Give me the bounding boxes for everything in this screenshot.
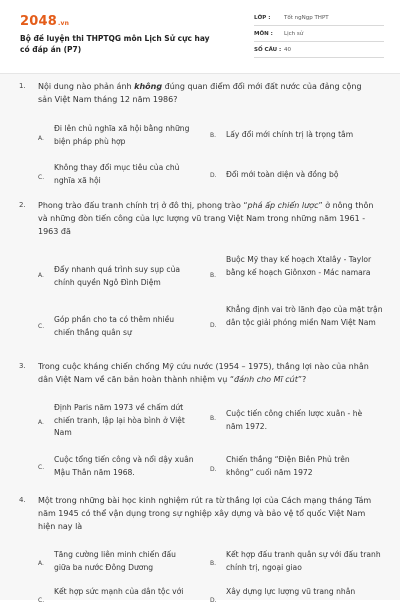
- site-logo[interactable]: [20, 14, 69, 29]
- meta-row-class: [254, 10, 384, 26]
- option-letter: D.: [210, 322, 217, 329]
- logo-main-text: 2048: [20, 14, 57, 29]
- option-d[interactable]: [210, 586, 385, 606]
- logo-suffix-text: .vn: [57, 20, 70, 27]
- option-a[interactable]: [38, 123, 198, 153]
- option-letter: B.: [210, 272, 217, 279]
- option-letter: A.: [38, 419, 44, 426]
- option-b[interactable]: [210, 254, 385, 299]
- option-text: Đẩy nhanh quá trình suy sụp của chính quyền Ngô Đình Diệm: [54, 265, 181, 287]
- document-meta: [254, 10, 384, 58]
- option-a[interactable]: [38, 259, 198, 299]
- meta-label: MÔN :: [254, 30, 273, 37]
- option-a[interactable]: [38, 549, 198, 579]
- option-letter: B.: [210, 560, 217, 567]
- option-c[interactable]: [38, 586, 198, 606]
- question-text-part: ” ở nông thôn và những đòn tiến công của lực lượng vũ trang Việt Nam trong những năm 1961 - 1963 đã: [38, 201, 374, 236]
- option-c[interactable]: [38, 309, 198, 349]
- option-letter: C.: [38, 597, 45, 604]
- option-letter: D.: [210, 172, 217, 179]
- question-number: 3.: [19, 362, 26, 370]
- question-number: 2.: [19, 201, 26, 209]
- option-text: Chiến thắng “Điện Biên Phủ trên không” cuối năm 1972: [226, 455, 350, 477]
- option-text: Khẳng định vai trò lãnh đạo của mặt trận dân tộc giải phóng miền Nam Việt Nam: [226, 305, 383, 327]
- question-text-part: đúng quan điểm đổi mới đất nước của đảng cộng sản Việt Nam tháng 12 năm 1986?: [38, 82, 362, 104]
- question-text-part: Trong cuộc kháng chiến chống Mỹ cứu nước (1954 – 1975), thắng lợi nào của nhân dân Việt Nam về căn bản hoàn thành nhiệm vụ “: [38, 362, 369, 384]
- option-text: Đổi mới toàn diện và đồng bộ: [226, 170, 339, 179]
- option-text: Cuộc tiến công chiến lược xuân - hè năm 1972.: [226, 409, 363, 431]
- option-b[interactable]: [210, 123, 385, 153]
- meta-row-question-count: [254, 42, 384, 58]
- question-text-italic: đánh cho Mĩ cút: [234, 375, 298, 384]
- option-d[interactable]: [210, 304, 385, 349]
- question-text: [38, 80, 378, 106]
- option-text: Buộc Mỹ thay kế hoạch Xtalây - Taylor bằng kế hoạch Giônxơn - Mác namara: [226, 255, 372, 277]
- option-letter: A.: [38, 560, 44, 567]
- option-d[interactable]: [210, 452, 385, 487]
- option-text: Định Paris năm 1973 về chấm dứt chiến tranh, lập lại hòa bình ở Việt Nam: [54, 403, 185, 437]
- question-number: 1.: [19, 82, 26, 90]
- option-b[interactable]: [210, 405, 385, 440]
- question-text: Một trong những bài học kinh nghiệm rút ra từ thắng lợi của Cách mạng tháng Tám năm 1945 có thể vận dụng trong sự nghiệp xây dựng và bảo vệ tổ quốc Việt Nam hiện nay là: [38, 496, 372, 531]
- question-text: [38, 360, 378, 386]
- question-text-part: Phong trào đấu tranh chính trị ở đô thị, phong trào “: [38, 201, 248, 210]
- meta-label: SỐ CÂU :: [254, 46, 282, 53]
- option-text: Không thay đổi mục tiêu của chủ nghĩa xã hội: [54, 163, 180, 185]
- option-letter: B.: [210, 415, 217, 422]
- option-text: Kết hợp đấu tranh quân sự với đấu tranh chính trị, ngoại giao: [226, 550, 381, 572]
- option-letter: D.: [210, 466, 217, 473]
- option-letter: A.: [38, 272, 44, 279]
- option-b[interactable]: [210, 549, 385, 579]
- option-c[interactable]: [38, 452, 198, 487]
- option-text: Góp phần cho ta có thêm nhiều chiến thắng quân sự: [54, 315, 175, 337]
- question-number: 4.: [19, 496, 26, 504]
- option-c[interactable]: [38, 162, 198, 192]
- option-text: Kết hợp sức mạnh của dân tộc với: [54, 587, 184, 596]
- option-text: Xây dựng lực lượng vũ trang nhân: [226, 587, 356, 596]
- question-text-emphasis: không: [134, 82, 163, 91]
- option-letter: B.: [210, 132, 217, 139]
- question-list: [0, 73, 400, 604]
- option-a[interactable]: [38, 402, 198, 447]
- option-text: Đi lên chủ nghĩa xã hội bằng những biện pháp phù hợp: [54, 124, 190, 146]
- option-text: Tăng cường liên minh chiến đấu giữa ba nước Đông Dương: [54, 550, 176, 572]
- option-letter: A.: [38, 135, 44, 142]
- option-d[interactable]: [210, 162, 385, 192]
- question-text-part: ”?: [297, 375, 307, 384]
- meta-label: LỚP :: [254, 14, 271, 21]
- meta-row-subject: [254, 26, 384, 42]
- option-letter: C.: [38, 174, 45, 181]
- meta-value: 40: [284, 46, 291, 53]
- question-text-italic: phá ấp chiến lược: [247, 201, 319, 210]
- question-text-part: Nội dung nào phản ánh: [38, 82, 135, 91]
- document-title: Bộ đề luyện thi THPTQG môn Lịch Sử cực hay có đáp án (P7): [20, 34, 210, 54]
- question-text: [38, 199, 378, 238]
- option-letter: D.: [210, 597, 217, 604]
- meta-value: Tốt ngNgp THPT: [284, 14, 329, 21]
- document-header: [0, 0, 400, 73]
- option-text: Cuộc tổng tiến công và nổi dậy xuân Mậu Thân năm 1968.: [54, 455, 194, 477]
- meta-value: Lịch sử: [284, 30, 304, 37]
- option-text: Lấy đổi mới chính trị là trọng tâm: [226, 130, 354, 139]
- option-letter: C.: [38, 323, 45, 330]
- option-letter: C.: [38, 464, 45, 471]
